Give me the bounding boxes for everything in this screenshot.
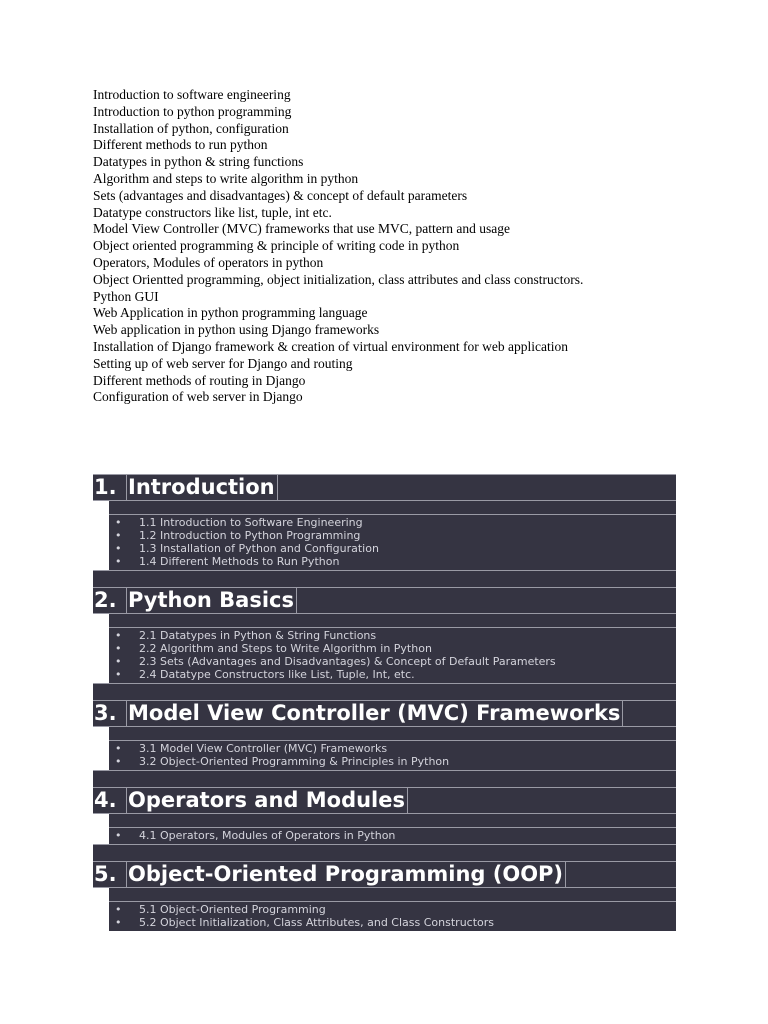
section-list-item	[109, 742, 676, 755]
item-text: 2.2 Algorithm and Steps to Write Algorithm in Python	[139, 642, 432, 655]
section-heading-fill	[278, 475, 676, 500]
section-title: Python Basics	[127, 588, 297, 613]
section-list-item	[109, 642, 676, 655]
bullet-icon: •	[115, 542, 122, 555]
section-spacer	[109, 501, 676, 515]
outline-section	[93, 844, 676, 931]
section-list-item	[109, 516, 676, 529]
section-list-item	[109, 916, 676, 929]
section-item-list	[109, 741, 676, 770]
item-text: 1.4 Different Methods to Run Python	[139, 555, 340, 568]
section-item-list	[109, 902, 676, 931]
section-heading	[93, 861, 676, 888]
course-outline	[93, 474, 676, 931]
section-heading	[93, 587, 676, 614]
topic-line: Installation of python, configuration	[93, 120, 289, 136]
item-text: 5.2 Object Initialization, Class Attributes, and Class Constructors	[139, 916, 495, 929]
topic-line: Introduction to python programming	[93, 103, 292, 119]
section-separator	[93, 683, 676, 700]
bullet-icon: •	[115, 655, 122, 668]
section-separator	[93, 570, 676, 587]
section-heading-fill	[566, 862, 676, 887]
item-text: 1.3 Installation of Python and Configuration	[139, 542, 379, 555]
bullet-icon: •	[115, 916, 122, 929]
bullet-icon: •	[115, 668, 122, 681]
section-spacer	[109, 888, 676, 902]
topic-line: Model View Controller (MVC) frameworks that use MVC, pattern and usage	[93, 221, 510, 237]
topic-line: Configuration of web server in Django	[93, 389, 303, 405]
item-text: 3.2 Object-Oriented Programming & Principles in Python	[139, 755, 450, 768]
section-spacer	[109, 614, 676, 628]
section-title: Introduction	[127, 475, 278, 500]
topic-line: Sets (advantages and disadvantages) & concept of default parameters	[93, 187, 468, 203]
topic-line: Datatypes in python & string functions	[93, 154, 304, 170]
topic-line: Object Orientted programming, object initialization, class attributes and class constructors.	[93, 271, 584, 287]
section-list-item	[109, 903, 676, 916]
section-list-item	[109, 529, 676, 542]
section-separator	[93, 770, 676, 787]
section-item-list	[109, 628, 676, 683]
topic-line: Object oriented programming & principle of writing code in python	[93, 238, 460, 254]
section-heading-fill	[408, 788, 676, 813]
section-title: Operators and Modules	[127, 788, 408, 813]
section-separator	[93, 844, 676, 861]
item-text: 1.2 Introduction to Python Programming	[139, 529, 361, 542]
bullet-icon: •	[115, 629, 122, 642]
topic-line: Datatype constructors like list, tuple, int etc.	[93, 204, 332, 220]
section-heading	[93, 787, 676, 814]
topic-list	[93, 87, 733, 406]
topic-line: Introduction to software engineering	[93, 87, 291, 102]
topic-line: Different methods of routing in Django	[93, 372, 306, 388]
section-heading	[93, 474, 676, 501]
outline-section	[93, 683, 676, 770]
item-text: 3.1 Model View Controller (MVC) Frameworks	[139, 742, 388, 755]
topic-line: Algorithm and steps to write algorithm in python	[93, 170, 359, 186]
section-list-item	[109, 829, 676, 842]
item-text: 2.4 Datatype Constructors like List, Tuple, Int, etc.	[139, 668, 415, 681]
bullet-icon: •	[115, 555, 122, 568]
topic-line: Installation of Django framework & creation of virtual environment for web application	[93, 338, 568, 354]
section-number: 1.	[93, 475, 127, 500]
section-number: 3.	[93, 701, 127, 726]
topic-line: Operators, Modules of operators in python	[93, 254, 324, 270]
bullet-icon: •	[115, 516, 122, 529]
section-number: 2.	[93, 588, 127, 613]
bullet-icon: •	[115, 742, 122, 755]
section-list-item	[109, 555, 676, 568]
section-spacer	[109, 814, 676, 828]
section-list-item	[109, 655, 676, 668]
outline-section	[93, 570, 676, 683]
section-number: 4.	[93, 788, 127, 813]
section-list-item	[109, 755, 676, 768]
item-text: 1.1 Introduction to Software Engineering	[139, 516, 363, 529]
outline-section	[93, 770, 676, 844]
section-heading-fill	[623, 701, 676, 726]
section-heading	[93, 700, 676, 727]
topic-line: Setting up of web server for Django and routing	[93, 355, 353, 371]
topic-line: Different methods to run python	[93, 137, 268, 153]
bullet-icon: •	[115, 529, 122, 542]
section-list-item	[109, 629, 676, 642]
bullet-icon: •	[115, 642, 122, 655]
section-list-item	[109, 542, 676, 555]
item-text: 2.3 Sets (Advantages and Disadvantages) & Concept of Default Parameters	[139, 655, 556, 668]
section-list-item	[109, 668, 676, 681]
item-text: 2.1 Datatypes in Python & String Functions	[139, 629, 377, 642]
topic-line: Web application in python using Django frameworks	[93, 322, 380, 338]
section-item-list	[109, 515, 676, 570]
bullet-icon: •	[115, 755, 122, 768]
section-title: Object-Oriented Programming (OOP)	[127, 862, 566, 887]
bullet-icon: •	[115, 903, 122, 916]
section-title: Model View Controller (MVC) Frameworks	[127, 701, 623, 726]
section-number: 5.	[93, 862, 127, 887]
item-text: 4.1 Operators, Modules of Operators in Python	[139, 829, 396, 842]
section-heading-fill	[297, 588, 676, 613]
outline-section	[93, 474, 676, 570]
section-spacer	[109, 727, 676, 741]
bullet-icon: •	[115, 829, 122, 842]
section-item-list	[109, 828, 676, 844]
topic-line: Web Application in python programming language	[93, 305, 368, 321]
item-text: 5.1 Object-Oriented Programming	[139, 903, 326, 916]
topic-line: Python GUI	[93, 288, 159, 304]
